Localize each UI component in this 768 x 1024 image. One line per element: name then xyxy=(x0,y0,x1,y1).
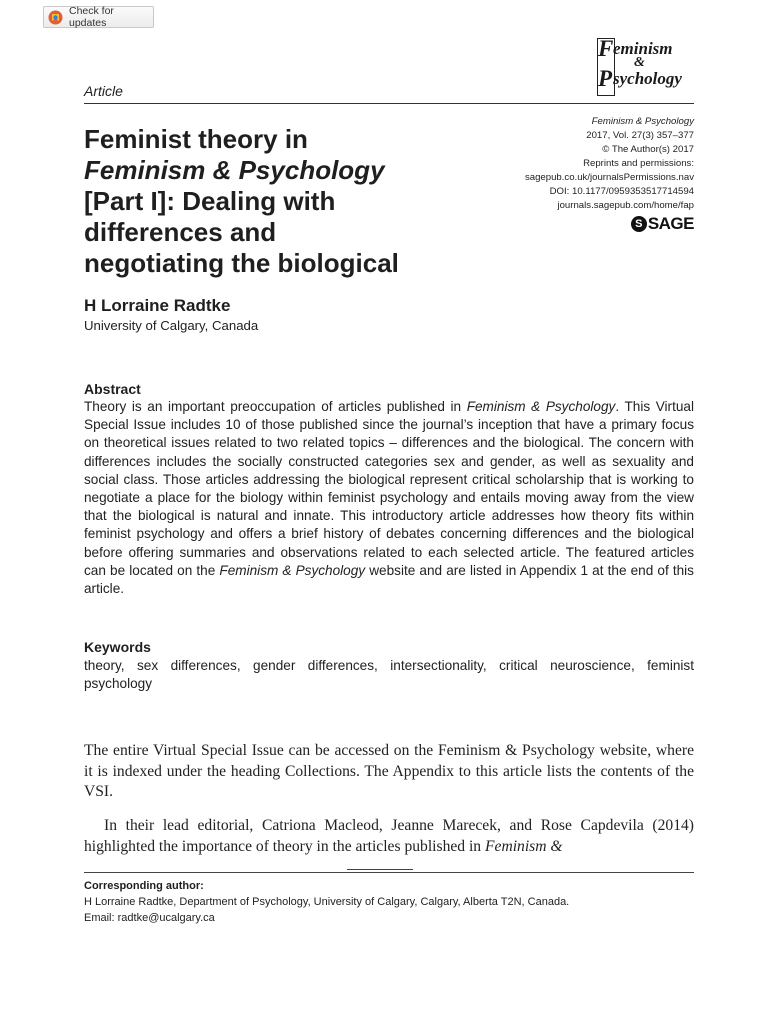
keywords-heading: Keywords xyxy=(84,639,151,655)
body-paragraph-2-journal: Feminism & xyxy=(485,837,563,855)
journal-logo xyxy=(594,36,698,98)
meta-copyright: © The Author(s) 2017 xyxy=(602,144,694,155)
check-for-updates-button[interactable] xyxy=(43,6,154,28)
logo-letter-f: F xyxy=(598,36,614,61)
body-paragraph-2-text: In their lead editorial, Catriona Macleod, Jeanne Marecek, and Rose Capdevila (2014) highlighted the importance of theory in the articles published in xyxy=(84,817,694,855)
body-paragraph-2 xyxy=(84,816,694,857)
keywords-text: theory, sex differences, gender differences, intersectionality, critical neuroscience, feminist psychology xyxy=(84,658,694,692)
corresponding-author-email[interactable]: Email: radtke@ucalgary.ca xyxy=(84,912,215,924)
meta-journal: Feminism & Psychology xyxy=(591,116,694,127)
meta-reprints: Reprints and permissions: xyxy=(583,158,694,169)
meta-volume: 2017, Vol. 27(3) 357–377 xyxy=(586,130,694,141)
author-affiliation: University of Calgary, Canada xyxy=(84,318,259,333)
logo-word-sychology: sychology xyxy=(613,69,682,88)
meta-doi[interactable]: DOI: 10.1177/0959353517714594 xyxy=(549,186,694,197)
body-paragraph-1: The entire Virtual Special Issue can be accessed on the Feminism & Psychology website, where it is indexed under the heading Collections. The Appendix to this article lists the contents of the VSI. xyxy=(84,742,694,800)
author-name: H Lorraine Radtke xyxy=(84,296,231,315)
meta-reprints-url[interactable]: sagepub.co.uk/journalsPermissions.nav xyxy=(524,172,694,183)
abstract-journal-name-2: Feminism & Psychology xyxy=(219,562,366,578)
title-line-4: differences and xyxy=(84,217,277,247)
abstract-part-b: . This Virtual Special Issue includes 10 of those published since the journal’s inception that have a primary focus on theoretical issues related to two related topics – differences and the biological. The concern with differences includes the socially constructed categories sex and gender, as well as sexuality and social class. Those articles addressing the biological represent critical scholarship that is working to negotiate a place for the biology within feminist psychology and entails moving away from the view that the biological is natural and innate. This introductory article addresses how theory fits within feminist psychology and offers a brief history of debates concerning differences and the biological before offering summaries and observations related to each selected article. The featured articles can be located on the xyxy=(84,399,694,578)
title-line-3: [Part I]: Dealing with xyxy=(84,186,336,216)
footnote-rule xyxy=(84,872,694,873)
abstract-part-c: website and are listed in Appendix 1 at the end of this article. xyxy=(84,562,694,597)
check-for-updates-label: Check for updates xyxy=(69,5,114,29)
logo-ampersand: & xyxy=(634,55,645,70)
corresponding-author-address: H Lorraine Radtke, Department of Psychology, University of Calgary, Calgary, Alberta T2N, Canada. xyxy=(84,896,570,908)
crossmark-icon xyxy=(48,10,63,25)
header-rule xyxy=(84,103,694,104)
abstract-text xyxy=(84,398,694,598)
sage-icon: S xyxy=(631,216,647,232)
title-line-5: negotiating the biological xyxy=(84,248,399,278)
abstract-part-a: Theory is an important preoccupation of articles published in xyxy=(84,399,467,414)
abstract-heading: Abstract xyxy=(84,381,141,397)
logo-word-eminism: eminism xyxy=(613,39,673,58)
footnote-rule-short xyxy=(347,869,413,870)
title-line-1: Feminist theory in xyxy=(84,124,308,154)
meta-journal-url[interactable]: journals.sagepub.com/home/fap xyxy=(557,200,694,211)
sage-logo xyxy=(631,214,694,234)
article-title xyxy=(84,124,504,279)
corresponding-author-heading: Corresponding author: xyxy=(84,880,204,892)
article-type-label: Article xyxy=(84,83,123,99)
sage-wordmark: SAGE xyxy=(647,214,694,233)
title-line-2: Feminism & Psychology xyxy=(84,155,385,185)
abstract-journal-name: Feminism & Psychology xyxy=(466,399,616,414)
logo-letter-p: P xyxy=(598,66,613,91)
